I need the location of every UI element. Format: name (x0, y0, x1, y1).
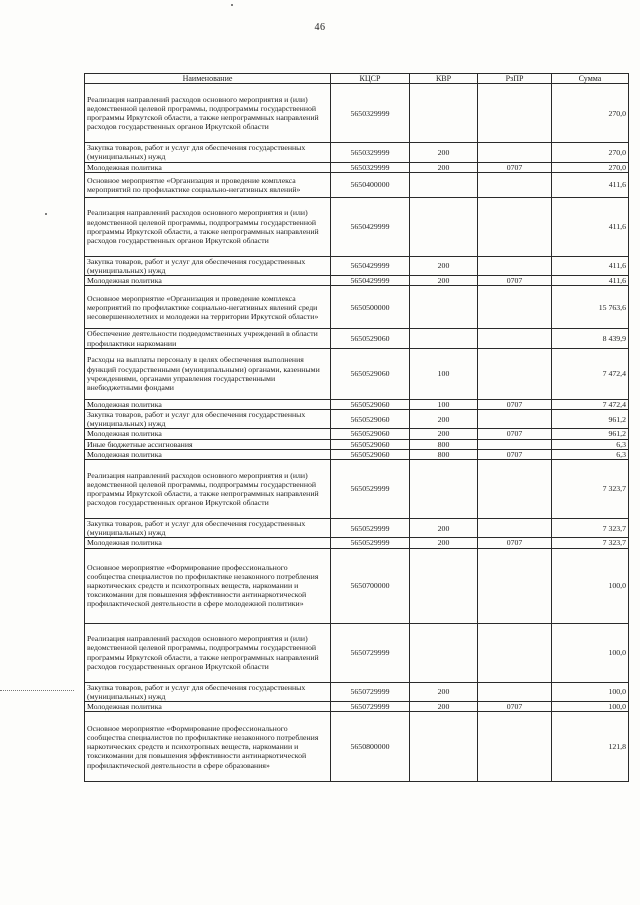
row-rzpr (478, 682, 552, 701)
table-row (85, 623, 629, 682)
budget-table (84, 73, 629, 782)
table-row (85, 449, 629, 459)
row-sum: 961,2 (552, 410, 629, 429)
table-row (85, 519, 629, 538)
table-row (85, 429, 629, 439)
row-kvr: 100 (410, 399, 478, 409)
row-kvr (410, 712, 478, 782)
row-name: Основное мероприятие «Формирование профессионального сообщества специалистов по профилактике незаконного потребления наркотических средств и психотропных веществ, наркомании и токсикомании для повышения эффективности антинаркотической профилактической деятельности в сфере молодежной политики» (85, 548, 331, 623)
row-rzpr (478, 197, 552, 256)
table-row (85, 410, 629, 429)
row-name: Молодежная политика (85, 538, 331, 548)
row-sum: 270,0 (552, 84, 629, 143)
row-kvr (410, 548, 478, 623)
row-kcsr: 5650529060 (331, 399, 410, 409)
scan-speck (45, 213, 47, 215)
row-kvr: 200 (410, 702, 478, 712)
row-kcsr: 5650700000 (331, 548, 410, 623)
row-name: Реализация направлений расходов основного мероприятия и (или) ведомственной целевой программы, подпрограммы государственной программы Иркутской области, а также непрограммных направлений расходов государственных органов Иркутской области (85, 197, 331, 256)
row-rzpr (478, 712, 552, 782)
row-rzpr (478, 548, 552, 623)
table-row (85, 286, 629, 329)
row-sum: 15 763,6 (552, 286, 629, 329)
row-rzpr: 0707 (478, 449, 552, 459)
table-row (85, 84, 629, 143)
row-kvr: 100 (410, 348, 478, 399)
row-rzpr: 0707 (478, 399, 552, 409)
row-name: Закупка товаров, работ и услуг для обеспечения государственных (муниципальных) нужд (85, 143, 331, 162)
row-sum: 100,0 (552, 623, 629, 682)
table-row (85, 329, 629, 348)
row-sum: 100,0 (552, 682, 629, 701)
row-sum: 270,0 (552, 143, 629, 162)
row-name: Закупка товаров, работ и услуг для обеспечения государственных (муниципальных) нужд (85, 682, 331, 701)
row-kcsr: 5650529060 (331, 348, 410, 399)
table-row (85, 439, 629, 449)
table-row (85, 702, 629, 712)
row-kvr: 200 (410, 276, 478, 286)
row-sum: 100,0 (552, 702, 629, 712)
row-kcsr: 5650529999 (331, 538, 410, 548)
row-kvr: 200 (410, 682, 478, 701)
row-name: Закупка товаров, работ и услуг для обеспечения государственных (муниципальных) нужд (85, 410, 331, 429)
row-name: Молодежная политика (85, 449, 331, 459)
table-row (85, 399, 629, 409)
row-name: Реализация направлений расходов основного мероприятия и (или) ведомственной целевой программы, подпрограммы государственной программы Иркутской области, а также непрограммных направлений расходов государственных органов Иркутской области (85, 460, 331, 519)
row-sum: 411,6 (552, 256, 629, 275)
row-kcsr: 5650800000 (331, 712, 410, 782)
row-kcsr: 5650329999 (331, 143, 410, 162)
row-rzpr (478, 623, 552, 682)
row-rzpr (478, 329, 552, 348)
row-kvr (410, 286, 478, 329)
row-kcsr: 5650529999 (331, 460, 410, 519)
row-name: Молодежная политика (85, 162, 331, 172)
header-kvr: КВР (410, 74, 478, 84)
table-row (85, 162, 629, 172)
table-row (85, 256, 629, 275)
row-name: Основное мероприятие «Организация и проведение комплекса мероприятий по профилактике социально-негативных явлений» (85, 172, 331, 197)
row-sum: 121,8 (552, 712, 629, 782)
row-rzpr (478, 519, 552, 538)
row-name: Молодежная политика (85, 276, 331, 286)
row-kvr (410, 623, 478, 682)
row-rzpr (478, 460, 552, 519)
header-kcsr: КЦСР (331, 74, 410, 84)
header-sum: Сумма (552, 74, 629, 84)
row-rzpr: 0707 (478, 162, 552, 172)
row-rzpr: 0707 (478, 429, 552, 439)
table-row (85, 712, 629, 782)
row-name: Молодежная политика (85, 399, 331, 409)
row-kcsr: 5650329999 (331, 162, 410, 172)
header-name: Наименование (85, 74, 331, 84)
row-rzpr (478, 84, 552, 143)
page-number: 46 (314, 22, 326, 33)
row-sum: 6,3 (552, 449, 629, 459)
table-row (85, 460, 629, 519)
row-kvr (410, 460, 478, 519)
margin-mark (0, 690, 74, 691)
row-name: Молодежная политика (85, 702, 331, 712)
row-kcsr: 5650529060 (331, 410, 410, 429)
row-kcsr: 5650429999 (331, 197, 410, 256)
row-name: Расходы на выплаты персоналу в целях обеспечения выполнения функций государственными (муниципальными) органами, казенными учреждениями, органами управления государственными внебюджетными фондами (85, 348, 331, 399)
row-kcsr: 5650529060 (331, 449, 410, 459)
row-kvr: 200 (410, 256, 478, 275)
row-rzpr (478, 256, 552, 275)
row-kcsr: 5650429999 (331, 276, 410, 286)
row-kcsr: 5650529060 (331, 429, 410, 439)
scan-speck (231, 4, 233, 6)
row-kcsr: 5650729999 (331, 623, 410, 682)
row-kcsr: 5650529060 (331, 439, 410, 449)
row-kcsr: 5650729999 (331, 682, 410, 701)
table-row (85, 538, 629, 548)
row-rzpr (478, 410, 552, 429)
row-name: Иные бюджетные ассигнования (85, 439, 331, 449)
row-kvr (410, 172, 478, 197)
table-row (85, 197, 629, 256)
row-rzpr: 0707 (478, 276, 552, 286)
row-sum: 7 472,4 (552, 399, 629, 409)
row-kvr (410, 329, 478, 348)
row-name: Закупка товаров, работ и услуг для обеспечения государственных (муниципальных) нужд (85, 256, 331, 275)
table-row (85, 682, 629, 701)
row-name: Закупка товаров, работ и услуг для обеспечения государственных (муниципальных) нужд (85, 519, 331, 538)
row-kcsr: 5650400000 (331, 172, 410, 197)
row-sum: 7 323,7 (552, 460, 629, 519)
row-sum: 411,6 (552, 172, 629, 197)
row-name: Реализация направлений расходов основного мероприятия и (или) ведомственной целевой программы, подпрограммы государственной программы Иркутской области, а также непрограммных направлений расходов государственных органов Иркутской области (85, 623, 331, 682)
table-row (85, 548, 629, 623)
row-kvr: 200 (410, 410, 478, 429)
row-kvr: 200 (410, 538, 478, 548)
row-kvr: 200 (410, 162, 478, 172)
row-kvr (410, 84, 478, 143)
row-name: Реализация направлений расходов основного мероприятия и (или) ведомственной целевой программы, подпрограммы государственной программы Иркутской области, а также непрограммных направлений расходов государственных органов Иркутской области (85, 84, 331, 143)
table-row (85, 348, 629, 399)
row-sum: 8 439,9 (552, 329, 629, 348)
row-kcsr: 5650429999 (331, 256, 410, 275)
row-rzpr (478, 172, 552, 197)
row-kvr: 800 (410, 449, 478, 459)
row-sum: 7 323,7 (552, 519, 629, 538)
row-sum: 7 472,4 (552, 348, 629, 399)
header-rzpr: РзПР (478, 74, 552, 84)
row-rzpr (478, 286, 552, 329)
table-row (85, 172, 629, 197)
row-kcsr: 5650729999 (331, 702, 410, 712)
row-kvr (410, 197, 478, 256)
row-kvr: 200 (410, 519, 478, 538)
row-kcsr: 5650329999 (331, 84, 410, 143)
row-rzpr: 0707 (478, 538, 552, 548)
row-sum: 270,0 (552, 162, 629, 172)
table-header-row (85, 74, 629, 84)
row-name: Обеспечение деятельности подведомственных учреждений в области профилактики наркомании (85, 329, 331, 348)
row-rzpr (478, 348, 552, 399)
table-row (85, 143, 629, 162)
row-rzpr (478, 439, 552, 449)
row-sum: 6,3 (552, 439, 629, 449)
row-name: Молодежная политика (85, 429, 331, 439)
row-kvr: 200 (410, 429, 478, 439)
table-row (85, 276, 629, 286)
row-kcsr: 5650529060 (331, 329, 410, 348)
row-sum: 100,0 (552, 548, 629, 623)
row-name: Основное мероприятие «Формирование профессионального сообщества специалистов по профилактике незаконного потребления наркотических средств и психотропных веществ, наркомании и токсикомании для повышения эффективности антинаркотической профилактической деятельности в сфере образования» (85, 712, 331, 782)
row-kvr: 800 (410, 439, 478, 449)
row-rzpr (478, 143, 552, 162)
row-kvr: 200 (410, 143, 478, 162)
row-sum: 411,6 (552, 276, 629, 286)
row-name: Основное мероприятие «Организация и проведение комплекса мероприятий по профилактике социально-негативных явлений среди несовершеннолетних и молодежи на территории Иркутской области» (85, 286, 331, 329)
row-sum: 411,6 (552, 197, 629, 256)
row-kcsr: 5650529999 (331, 519, 410, 538)
row-rzpr: 0707 (478, 702, 552, 712)
row-sum: 961,2 (552, 429, 629, 439)
row-sum: 7 323,7 (552, 538, 629, 548)
row-kcsr: 5650500000 (331, 286, 410, 329)
